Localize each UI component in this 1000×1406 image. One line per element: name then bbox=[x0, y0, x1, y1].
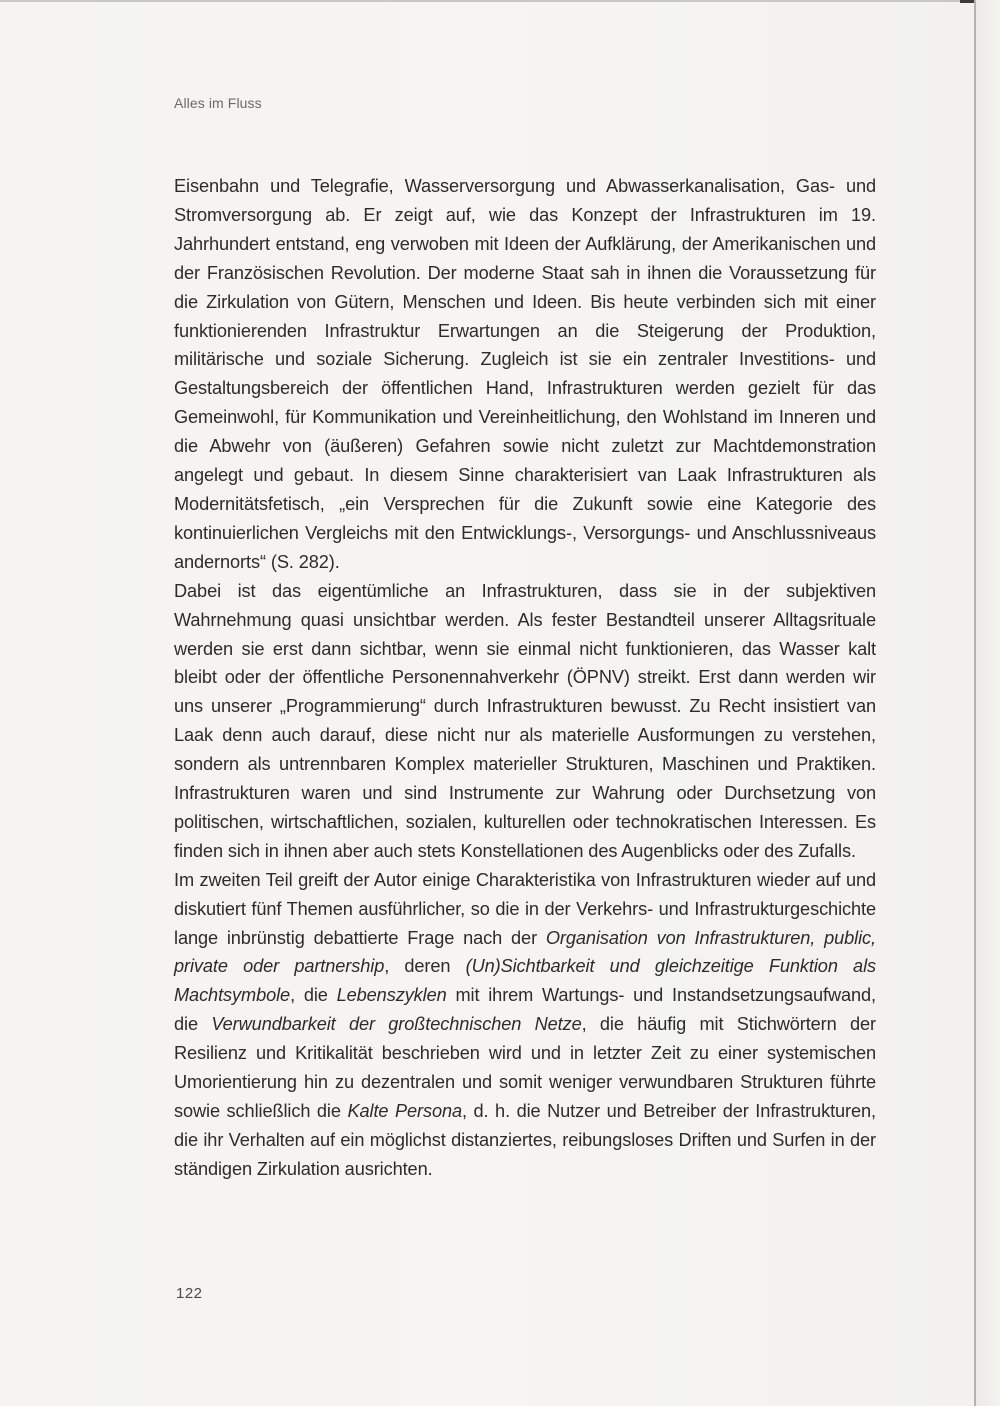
running-head: Alles im Fluss bbox=[174, 95, 262, 111]
text-segment: , deren bbox=[384, 956, 466, 977]
italic-term-lebenszyklen: Lebenszyklen bbox=[336, 985, 447, 1006]
paragraph-2 bbox=[174, 577, 876, 866]
italic-term-organisation: Organisation von Infrastrukturen, public, private oder partnership bbox=[174, 927, 876, 977]
text-segment: , die bbox=[290, 985, 337, 1006]
page-top-edge bbox=[0, 0, 1000, 2]
text-segment: Dabei ist das eigentümliche an Infrastrukturen, dass sie in der subjektiven Wahrnehmung quasi unsichtbar werden. Als fester Bestandteil unserer Alltagsrituale werden sie erst dann sichtbar, wenn sie einmal nicht funktionieren, das Wasser kalt bleibt oder der öffentliche Personennahverkehr (ÖPNV) streikt. Erst dann werden wir uns unserer „Programmierung“ durch Infrastrukturen bewusst. Zu Recht insistiert van Laak denn auch darauf, diese nicht nur als materielle Ausformungen zu verstehen, sondern als untrennbaren Komplex materieller Strukturen, Maschinen und Praktiken. Infrastrukturen waren und sind Instrumente zur Wahrung oder Durchsetzung von politischen, wirtschaftlichen, sozialen, kulturellen oder technokratischen Interessen. Es finden sich in ihnen aber auch stets Konstellationen des Augenblicks oder des Zufalls. bbox=[174, 580, 876, 861]
spine-line bbox=[974, 0, 976, 1406]
paragraph-1 bbox=[174, 172, 876, 577]
text-segment: Im zweiten Teil greift der Autor einige Charakteristika von Infrastrukturen wieder auf und diskutiert fünf Themen ausführlicher, so die in der Verkehrs- und Infrastrukturgeschichte lange inbrünstig debattierte Frage nach der bbox=[174, 869, 876, 948]
italic-term-kalte-persona: Kalte Persona bbox=[347, 1101, 463, 1121]
text-segment: Eisenbahn und Telegrafie, Wasserversorgung und Abwasserkanalisation, Gas- und Stromversorgung ab. Er zeigt auf, wie das Konzept der Infrastrukturen im 19. Jahrhundert entstand, eng verwoben mit Ideen der Aufklärung, der Amerikanischen und der Französischen Revolution. Der moderne Staat sah in ihnen die Voraussetzung für die Zirkulation von Gütern, Menschen und Ideen. Bis heute verbinden sich mit einer funktionierenden Infrastruktur Erwartungen an die Steigerung der Produktion, militärische und soziale Sicherung. Zugleich ist sie ein zentraler Investitions- und Gestaltungsbereich der öffentlichen Hand, Infrastrukturen werden gezielt für das Gemeinwohl, für Kommunikation und Vereinheitlichung, den Wohlstand im Inneren und die Abwehr von (äußeren) Gefahren sowie nicht zuletzt zur Machtdemonstration angelegt und gebaut. In diesem Sinne charakterisiert van Laak Infrastrukturen als Modernitätsfetisch, „ein Versprechen für die Zukunft sowie eine Kategorie des kontinuierlichen Vergleichs mit den Entwicklungs-, Versorgungs- und Anschlussniveaus andernorts“ (S. 282). bbox=[174, 176, 876, 572]
italic-term-verwundbarkeit: Verwundbarkeit der großtechnischen Netze bbox=[211, 1014, 582, 1035]
paragraph-3 bbox=[174, 866, 876, 1184]
facing-page-edge bbox=[976, 0, 1000, 1406]
text-segment: mit ihrem Wartungs- und Instandsetzungsaufwand, die bbox=[174, 985, 876, 1035]
text-segment: , d. h. die Nutzer und Betreiber der Infrastrukturen, die ihr Verhalten auf ein möglichst distanziertes, reibungsloses Driften und Surfen in der ständigen Zirkulation ausrichten. bbox=[174, 1101, 876, 1179]
body-text bbox=[174, 172, 876, 1184]
page-number: 122 bbox=[176, 1285, 203, 1302]
italic-term-sichtbarkeit: (Un)Sichtbarkeit und gleichzeitige Funktion als Machtsymbole bbox=[174, 956, 876, 1006]
text-segment: , die häufig mit Stichwörtern der Resilienz und Kritikalität beschrieben wird und in letzter Zeit zu einer systemischen Umorientierung hin zu dezentralen und somit weniger verwundbaren Strukturen führte sowie schließlich die bbox=[174, 1014, 876, 1121]
